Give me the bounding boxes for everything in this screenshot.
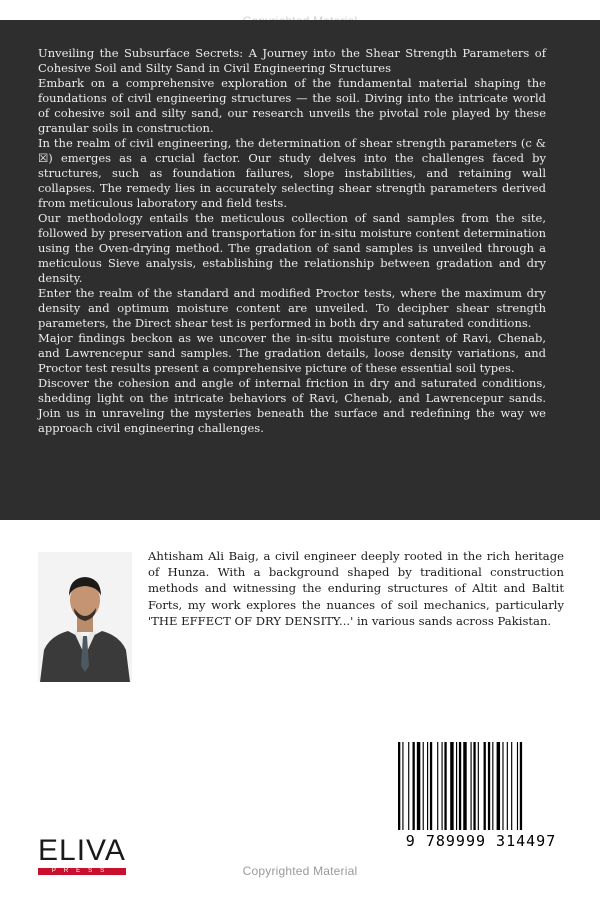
barcode-icon xyxy=(392,740,570,832)
barcode-bar xyxy=(478,742,479,830)
watermark-bottom: Copyrighted Material xyxy=(242,864,358,878)
publisher-tagline: PRESS xyxy=(51,868,113,874)
barcode-bar xyxy=(497,742,500,830)
barcode-bar xyxy=(437,742,438,830)
barcode-bar xyxy=(473,742,475,830)
barcode-bar xyxy=(484,742,486,830)
barcode-bar xyxy=(456,742,457,830)
synopsis-paragraph: Enter the realm of the standard and modified Proctor tests, where the maximum dry density and optimum moisture content are unveiled. To decipher shear strength parameters, the Direct shear test is performed in both dry and saturated conditions. xyxy=(38,286,546,330)
barcode-bar xyxy=(450,742,453,830)
author-portrait-icon xyxy=(38,552,132,682)
synopsis-paragraph: Major findings beckon as we uncover the in-situ moisture content of Ravi, Chenab, and Lawrencepur sand samples. The gradation details, loose density variations, and Proctor test results present a comprehensive picture of these essential soil types. xyxy=(38,331,546,375)
synopsis-paragraph: In the realm of civil engineering, the determination of shear strength parameters (c & ☒) emerges as a crucial factor. Our study delves into the challenges faced by structures, such as foundation failures, slope instabilities, and retaining wall collapses. The remedy lies in accurately selecting shear strength parameters derived from meticulous laboratory and field tests. xyxy=(38,136,546,210)
synopsis-panel xyxy=(0,20,600,520)
barcode-bar xyxy=(402,742,403,830)
barcode-bar xyxy=(511,742,512,830)
barcode-bar xyxy=(520,742,522,830)
synopsis-paragraph: Discover the cohesion and angle of internal friction in dry and saturated conditions, shedding light on the intricate behaviors of Ravi, Chenab, and Lawrencepur sands. Join us in unraveling the mysteries beneath the surface and redefining the way we approach civil engineering challenges. xyxy=(38,376,546,435)
barcode-bar xyxy=(492,742,493,830)
synopsis-text xyxy=(38,46,546,436)
publisher-name: ELIVA xyxy=(38,834,126,867)
barcode-bar xyxy=(442,742,443,830)
barcode-bar xyxy=(507,742,508,830)
synopsis-title: Unveiling the Subsurface Secrets: A Journey into the Shear Strength Parameters of Cohesive Soil and Silty Sand in Civil Engineering Structures xyxy=(38,46,546,75)
author-bio: Ahtisham Ali Baig, a civil engineer deeply rooted in the rich heritage of Hunza. With a background shaped by traditional construction methods and witnessing the enduring structures of Altit and Baltit Forts, my work explores the nuances of soil mechanics, particularly 'THE EFFECT OF DRY DENSITY...' in various sands across Pakistan. xyxy=(148,549,564,628)
barcode-bar xyxy=(471,742,472,830)
barcode-bar xyxy=(502,742,503,830)
synopsis-paragraph: Our methodology entails the meticulous collection of sand samples from the site, followed by preservation and transportation for in-situ moisture content determination using the Oven-drying method. The gradation of sand samples is unveiled through a meticulous Sieve analysis, establishing the relationship between gradation and dry density. xyxy=(38,211,546,285)
barcode-bar xyxy=(423,742,424,830)
barcode-bar xyxy=(459,742,461,830)
barcode-bar xyxy=(444,742,446,830)
isbn-number: 9 789999 314497 xyxy=(405,832,557,850)
barcode-bar xyxy=(417,742,420,830)
barcode-bar xyxy=(427,742,428,830)
barcode-bar xyxy=(463,742,466,830)
barcode-bar xyxy=(488,742,490,830)
barcode-bar xyxy=(430,742,432,830)
author-photo xyxy=(38,552,132,682)
barcode-bar xyxy=(517,742,518,830)
barcode-bar xyxy=(408,742,409,830)
barcode-bar xyxy=(413,742,415,830)
synopsis-paragraph: Embark on a comprehensive exploration of the fundamental material shaping the foundations of civil engineering structures — the soil. Diving into the intricate world of cohesive soil and silty sand, our research unveils the pivotal role played by these granular soils in construction. xyxy=(38,76,546,135)
barcode-bar xyxy=(398,742,400,830)
